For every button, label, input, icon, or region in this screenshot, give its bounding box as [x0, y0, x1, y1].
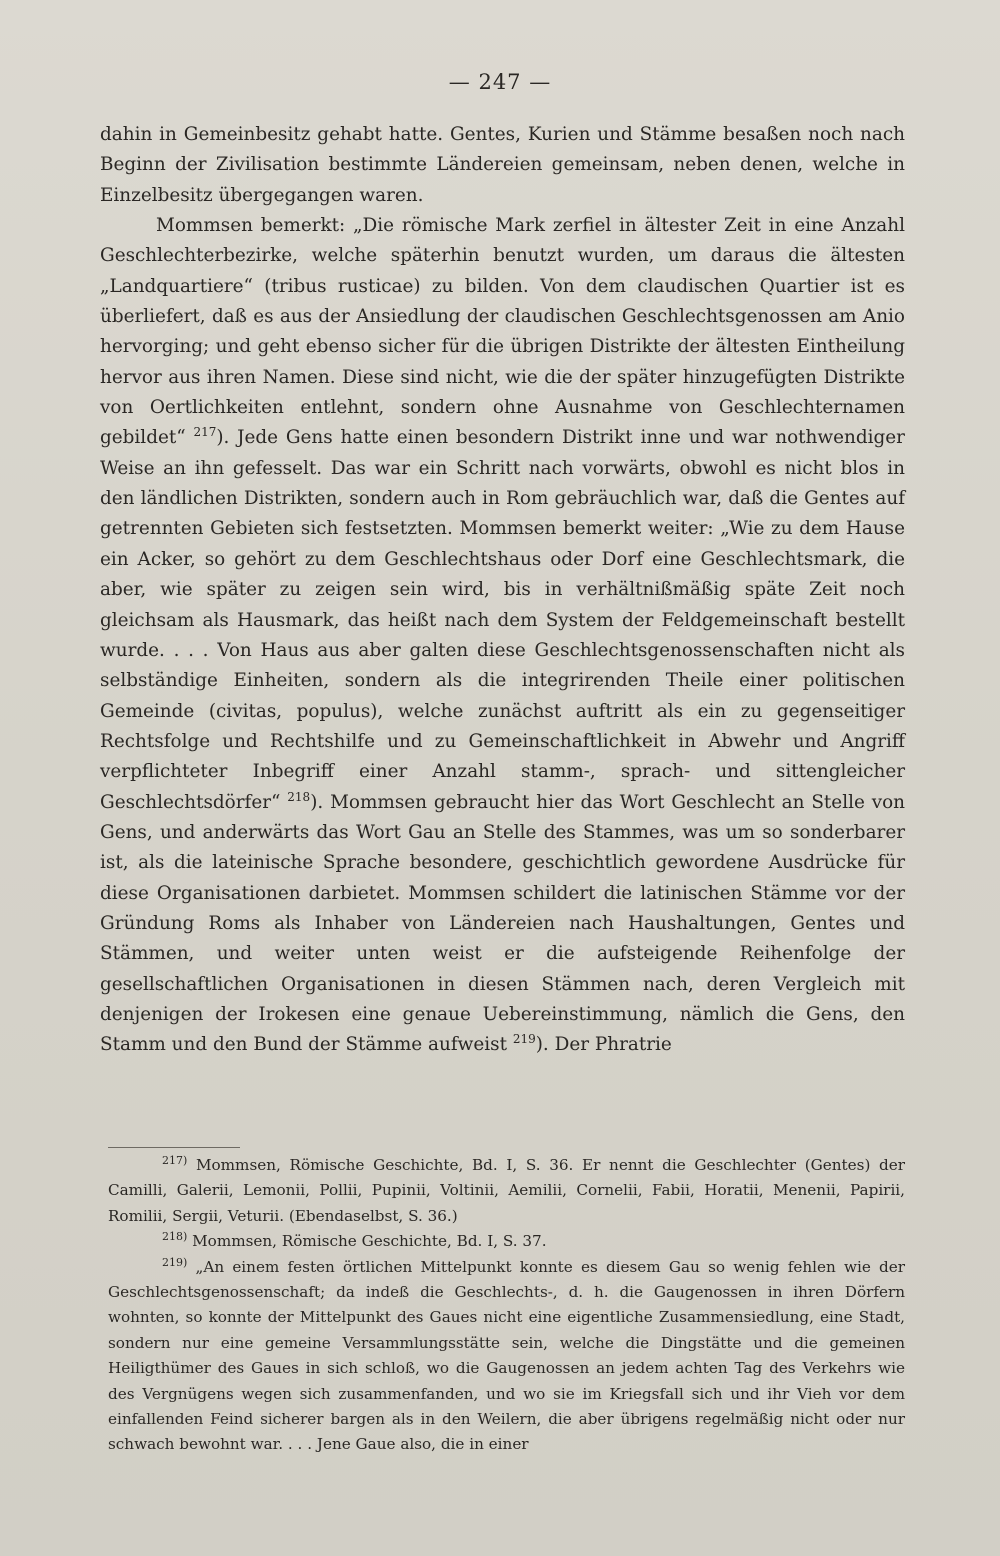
footnote-number: 217) — [162, 1153, 188, 1167]
footnote-number: 219) — [162, 1255, 188, 1269]
page-number: — 247 — — [448, 70, 552, 94]
footnote-text: Mommsen, Römische Geschichte, Bd. I, S. 37. — [187, 1232, 547, 1251]
footnote-219 — [108, 1255, 905, 1458]
paragraph-1: dahin in Gemeinbesitz gehabt hatte. Gentes, Kurien und Stämme besaßen noch nach Beginn der Zivilisation bestimmte Ländereien gemeinsam, neben denen, welche in Einzelbesitz übergegangen waren. — [100, 124, 905, 206]
footnote-218 — [108, 1229, 905, 1254]
footnote-ref-219: 219 — [512, 1032, 536, 1047]
footnote-ref-217: 217 — [193, 425, 217, 440]
paragraph-2-text: Mommsen bemerkt: „Die römische Mark zerfiel in ältester Zeit in eine Anzahl Geschlechterbezirke, welche späterhin benutzt wurden, um daraus die ältesten „Landquartiere“ (tribus rusticae) zu bilden. Von dem claudischen Quartier ist es überliefert, daß es aus der Ansiedlung der claudischen Geschlechtsgenossen am Anio hervorging; und geht ebenso sicher für die übrigen Distrikte der ältesten Eintheilung hervor aus ihren Namen. Diese sind nicht, wie die der später hinzugefügten Distrikte von Oertlichkeiten entlehnt, sondern ohne Ausnahme von Geschlechternamen gebildet“ — [100, 215, 905, 449]
footnote-text: „An einem festen örtlichen Mittelpunkt konnte es diesem Gau so wenig fehlen wie der Geschlechtsgenossenschaft; da indeß die Geschlechts-, d. h. die Gaugenossen in ihren Dörfern wohnten, so konnte der Mittelpunkt des Gaues nicht eine eigentliche Zusammensiedlung, eine Stadt, sondern nur eine gemeine Versammlungsstätte sein, welche die Dingstätte und die gemeinen Heiligthümer des Gaues in sich schloß, wo die Gaugenossen an jedem achten Tag des Verkehrs wie des Vergnügens wegen sich zusammenfanden, und wo sie im Kriegsfall sich und ihr Vieh vor dem einfallenden Feind sicherer bargen als in den Weilern, die aber übrigens regelmäßig nicht oder nur schwach bewohnt war. . . . Jene Gaue also, die in einer — [108, 1257, 905, 1454]
paragraph-2-text: ). Mommsen gebraucht hier das Wort Geschlecht an Stelle von Gens, und anderwärts das Wort Gau an Stelle des Stammes, was um so sonderbarer ist, als die lateinische Sprache besondere, geschichtlich gewordene Ausdrücke für diese Organisationen darbietet. Mommsen schildert die latinischen Stämme vor der Gründung Roms als Inhaber von Ländereien nach Haushaltungen, Gentes und Stämmen, und weiter unten weist er die aufsteigende Reihenfolge der gesellschaftlichen Organisationen in diesen Stämmen nach, deren Vergleich mit denjenigen der Irokesen eine genaue Uebereinstimmung, nämlich die Gens, den Stamm und den Bund der Stämme aufweist — [100, 791, 906, 1056]
main-text — [100, 120, 905, 1061]
footnotes — [108, 1153, 905, 1458]
footnote-217 — [108, 1153, 905, 1229]
footnote-ref-218: 218 — [287, 789, 311, 804]
footnote-text: Mommsen, Römische Geschichte, Bd. I, S. 36. Er nennt die Geschlechter (Gentes) der Camilli, Galerii, Lemonii, Pollii, Pupinii, Voltinii, Aemilii, Cornelii, Fabii, Horatii, Menenii, Papirii, Romilii, Sergii, Veturii. (Ebendaselbst, S. 36.) — [108, 1156, 905, 1225]
footnote-number: 218) — [162, 1230, 188, 1244]
paragraph-2 — [100, 211, 905, 1061]
footnote-divider — [108, 1147, 240, 1148]
paragraph-2-text: ). Der Phratrie — [535, 1034, 672, 1056]
paragraph-2-text: ). Jede Gens hatte einen besondern Distrikt inne und war nothwendiger Weise an ihn gefesselt. Das war ein Schritt nach vorwärts, obwohl es nicht blos in den ländlichen Distrikten, sondern auch in Rom gebräuchlich war, daß die Gentes auf getrennten Gebieten sich festsetzten. Mommsen bemerkt weiter: „Wie zu dem Hause ein Acker, so gehört zu dem Geschlechtshaus oder Dorf eine Geschlechtsmark, die aber, wie später zu zeigen sein wird, bis in verhältnißmäßig späte Zeit noch gleichsam als Hausmark, das heißt nach dem System der Feldgemeinschaft bestellt wurde. . . . Von Haus aus aber galten diese Geschlechtsgenossenschaften nicht als selbständige Einheiten, sondern als die integrirenden Theile einer politischen Gemeinde (civitas, populus), welche zunächst auftritt als ein zu gegenseitiger Rechtsfolge und Rechtshilfe und zu Gemeinschaftlichkeit in Abwehr und Angriff verpflichteter Inbegriff einer Anzahl stamm-, sprach- und sittengleicher Geschlechtsdörfer“ — [100, 427, 905, 813]
